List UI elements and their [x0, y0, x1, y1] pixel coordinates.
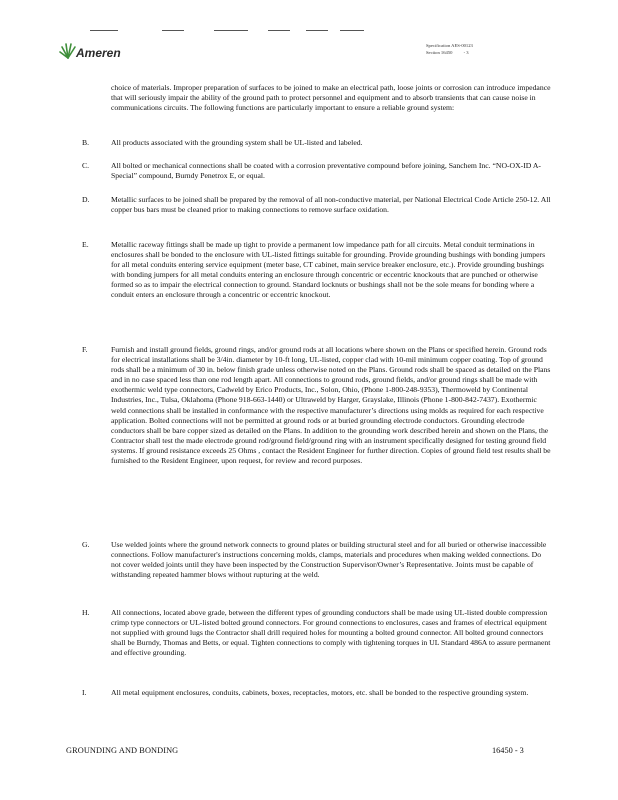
item-letter: F.: [82, 345, 88, 354]
item-text: All connections, located above grade, between the different types of grounding conductors shall be made using UL-listed double compression crimp type connectors or UL-listed bolted ground connectors. For ground connections to enclosures, cases and frames of electrical equipment not supplied with ground lugs the Contractor shall drill required holes for mounting a bolted ground connector. All bolted ground connectors shall be Burndy, Thomas and Betts, or equal. Tighten connections to comply with tightening torques in UL Standard 486A to assure permanent and effective grounding.: [111, 608, 551, 658]
header-rule: [214, 30, 248, 31]
spec-block: [426, 43, 473, 56]
item-text: Metallic raceway fittings shall be made up tight to provide a permanent low impedance path for all circuits. Metal conduit terminations in enclosures shall be bonded to the enclosure with UL-listed fittings suitable for grounding. Provide grounding bushings with bonding jumpers for all metal conduits entering service equipment (meter base, CT cabinet, main service breaker enclosure, etc.). Provide grounding bushings with bonding jumpers for all metal conduits entering an enclosure through concentric or eccentric knockouts that are punched or otherwise formed so as to impair the electrical connection to ground. Standard locknuts or bushings shall not be the sole means for bonding where a conduit enters an enclosure through a concentric or eccentric knockout.: [111, 240, 546, 300]
item-letter: B.: [82, 138, 90, 147]
item-text: Use welded joints where the ground network connects to ground plates or building structural steel and for all buried or otherwise inaccessible connections. Follow manufacturer's instructions concerning molds, clamps, materials and procedures when making welded connections. Do not cover welded joints until they have been inspected by the Construction Supervisor/Owner’s Representative. Joints must be capable of withstanding repeated hammer blows without rupturing at the weld.: [111, 540, 547, 580]
item-letter: C.: [82, 161, 90, 170]
logo-text: Ameren: [76, 46, 121, 60]
item-letter: G.: [82, 540, 90, 549]
item-text: All bolted or mechanical connections shall be coated with a corrosion preventative compound before joining, Sanchem Inc. “NO-OX-ID A-Special” compound, Burndy Penetrox E, or equal.: [111, 161, 541, 181]
footer-section-title: GROUNDING AND BONDING: [66, 746, 179, 755]
item-letter: D.: [82, 195, 90, 204]
spec-section: [426, 50, 473, 57]
spec-section-label: Section 16450: [426, 49, 453, 55]
spec-number: Specification AES-00123: [426, 43, 473, 48]
header-rule: [162, 30, 184, 31]
spec-page-marker: - 3: [463, 49, 469, 55]
item-letter: E.: [82, 240, 89, 249]
header-rule: [306, 30, 328, 31]
header-rule: [268, 30, 290, 31]
item-text: All products associated with the grounding system shall be UL-listed and labeled.: [111, 138, 363, 147]
item-text: Metallic surfaces to be joined shall be prepared by the removal of all non-conductive material, per National Electrical Code Article 250-12. All copper bus bars must be cleaned prior to making connections to remove surface oxidation.: [111, 195, 551, 215]
item-text: Furnish and install ground fields, ground rings, and/or ground rods at all locations where shown on the Plans or specified herein. Ground rods for electrical installations shall be 3/4in. diameter by 10-ft long, UL-listed, copper clad with 10-mil minimum copper coating. Top of ground rods shall be a minimum of 30 in. below finish grade unless otherwise noted on the Plans. Ground rods shall be spaced as detailed on the Plans and in no case spaced less than one rod length apart. All connections to ground rods, ground fields, and/or ground rings shall be made with exothermic weld type connectors, Cadweld by Erico Products, Inc., Solon, Ohio, (Phone 1-800-248-9353), Thermoweld by Continental Industries, Inc., Tulsa, Oklahoma (Phone 918-663-1440) or Ultraweld by Harger, Grayslake, Illinois (Phone 1-800-842-7437). Exothermic weld connections shall be installed in conformance with the respective manufacturer’s directions using molds as required for each respective application. Bolted connections will not be permitted at ground rods or at buried grounding electrode conductors. Grounding electrode conductors shall be bare copper sized as detailed on the Plans. In addition to the grounding work described herein and shown on the Plans, the Contractor shall test the made electrode ground rod/ground field/ground ring with an instrument specifically designed for testing ground field systems. If ground resistance exceeds 25 Ohms , contact the Resident Engineer for further direction. Copies of ground field test results shall be furnished to the Resident Engineer, upon request, for review and record purposes.: [111, 345, 551, 466]
footer-page-number: 16450 - 3: [492, 746, 524, 755]
item-letter: I.: [82, 688, 87, 697]
header-rule: [90, 30, 118, 31]
item-text: All metal equipment enclosures, conduits, cabinets, boxes, receptacles, motors, etc. shall be bonded to the respective grounding system.: [111, 688, 529, 697]
item-letter: H.: [82, 608, 90, 617]
header-rule: [340, 30, 364, 31]
intro-paragraph: choice of materials. Improper preparation of surfaces to be joined to make an electrical path, loose joints or corrosion can introduce impedance that will seriously impair the ability of the ground path to protect personnel and equipment and to absorb transients that can cause noise in communications circuits. The following functions are particularly important to ensure a reliable ground system:: [111, 83, 551, 113]
